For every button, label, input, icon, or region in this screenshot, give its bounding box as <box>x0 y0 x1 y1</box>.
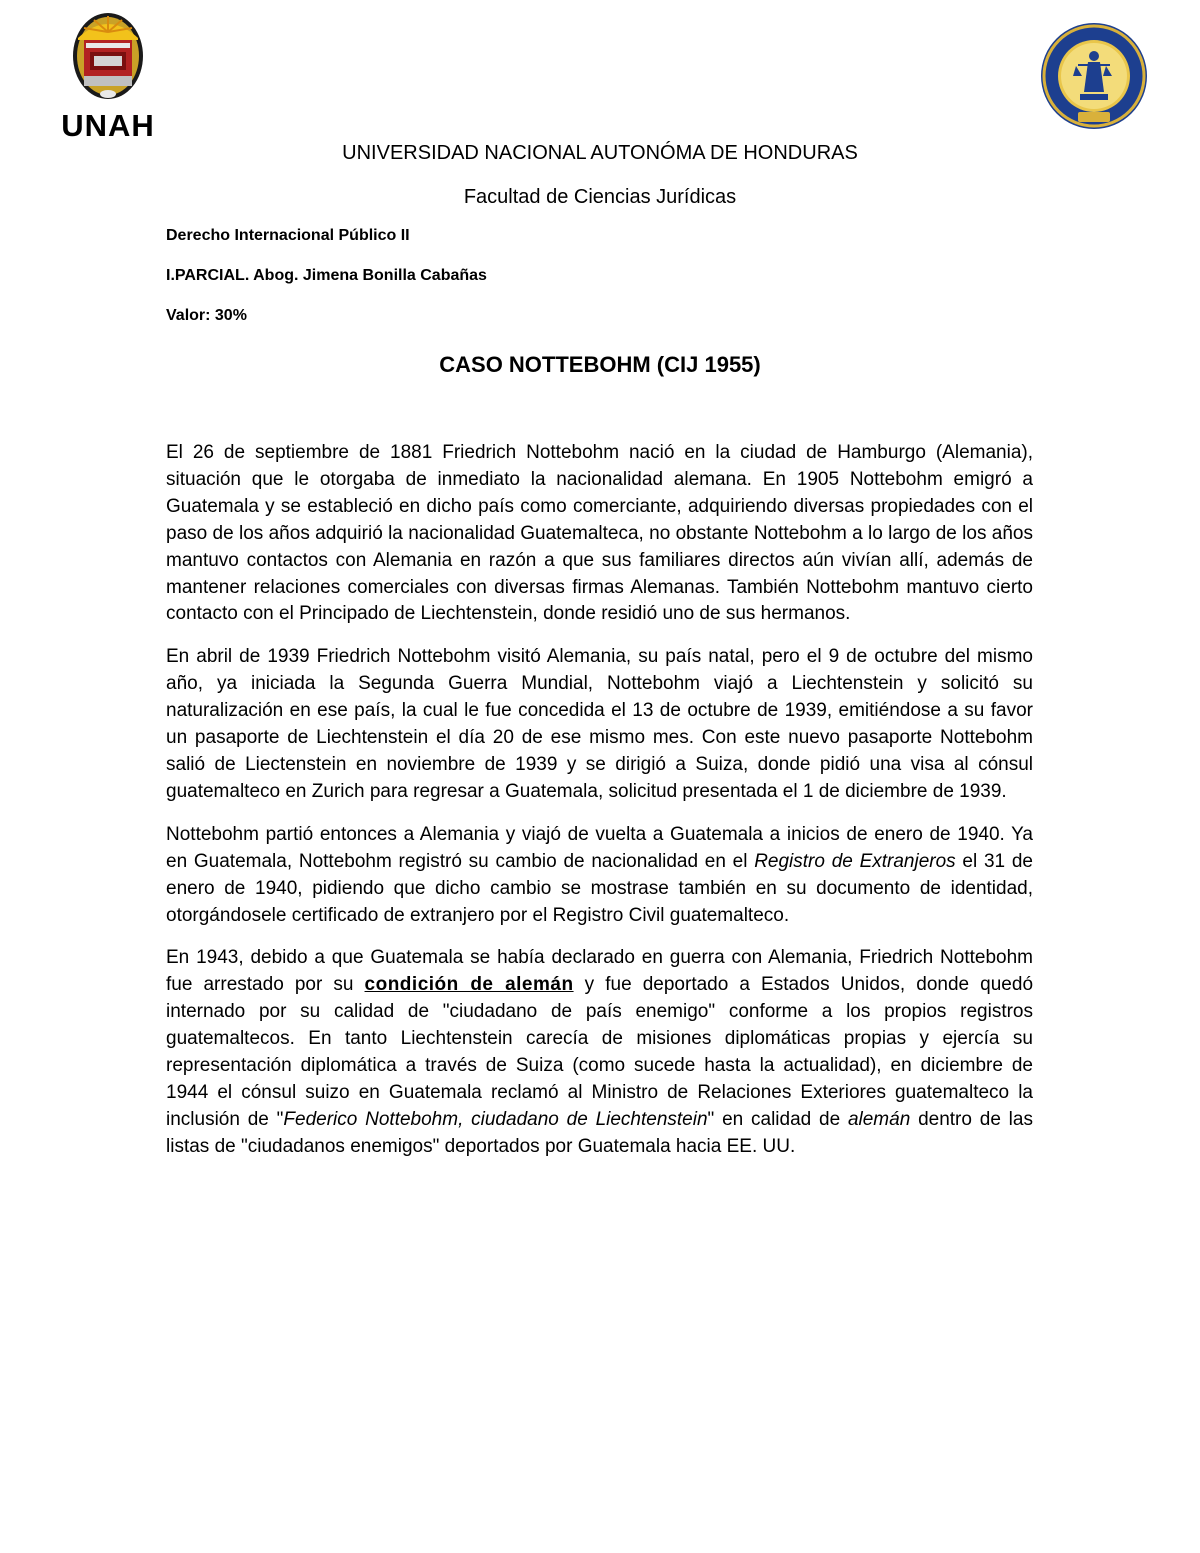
faculty-seal <box>1040 22 1148 135</box>
unah-logo-text: UNAH <box>61 108 155 143</box>
faculty-name: Facultad de Ciencias Jurídicas <box>463 186 737 208</box>
paragraph-4-text-cont: y fue deportado a Estados Unidos, donde quedó internado por su calidad de "ciudadano de país enemigo" conforme a los propios registros guatemaltecos. En tanto Liechtenstein carecía de misiones diplomáticas propias y ejercía su representación diplomática a través de Suiza (como sucede hasta la actualidad), en diciembre de 1944 el cónsul suizo en Guatemala reclamó al Ministro de Relaciones Exteriores guatemalteco la inclusión de " <box>166 974 1034 1130</box>
paragraph-2: En abril de 1939 Friedrich Nottebohm visitó Alemania, su país natal, pero el 9 de octubre del mismo año, ya iniciada la Segunda Guerra Mundial, Nottebohm viajó a Liechtenstein y solicitó su naturalización en ese país, la cual le fue concedida el 13 de octubre de 1939, emitiéndose a su favor un pasaporte de Liechtenstein el día 20 de ese mismo mes. Con este nuevo pasaporte Nottebohm salió de Liectenstein en noviembre de 1939 y se dirigió a Suiza, donde pidió una visa al cónsul guatemalteco en Zurich para regresar a Guatemala, solicitud presentada el 1 de diciembre de 1939. <box>166 646 1033 802</box>
course-name: Derecho Internacional Público II <box>166 227 410 244</box>
unah-logo <box>56 10 160 142</box>
seal-icon <box>1040 22 1148 130</box>
paragraph-3-text-cont: el 31 de enero de 1940, pidiendo que dicho cambio se mostrase también en su documento de identidad, otorgándosele certificado de extranjero por el Registro Civil guatemalteco. <box>166 850 1033 926</box>
paragraph-4-text-end: dentro de las listas de "ciudadanos enemigos" deportados por Guatemala hacia EE. UU. <box>166 1108 1033 1157</box>
condicion-aleman-emphasis: condición de alemán <box>364 974 574 996</box>
university-crest-icon <box>70 10 146 102</box>
document-header <box>166 138 1034 380</box>
exam-value: Valor: 30% <box>166 307 247 324</box>
paragraph-3-text: Nottebohm partió entonces a Alemania y viajó de vuelta a Guatemala a inicios de enero de 1940. Ya en Guatemala, Nottebohm registró su cambio de nacionalidad en el <box>166 823 1033 872</box>
paragraph-4-text: En 1943, debido a que Guatemala se había declarado en guerra con Alemania, Friedrich Nottebohm fue arrestado por su <box>166 947 1033 996</box>
registro-extranjeros-italic: Registro de Extranjeros <box>754 850 956 872</box>
federico-quote-italic: Federico Nottebohm, ciudadano de Liechtenstein <box>283 1108 708 1130</box>
document-body <box>166 440 1033 1177</box>
exam-info: I.PARCIAL. Abog. Jimena Bonilla Cabañas <box>166 267 487 284</box>
university-name: UNIVERSIDAD NACIONAL AUTONÓMA DE HONDURAS <box>342 142 858 164</box>
paragraph-1: El 26 de septiembre de 1881 Friedrich Nottebohm nació en la ciudad de Hamburgo (Alemania), situación que le otorgaba de inmediato la nacionalidad alemana. En 1905 Nottebohm emigró a Guatemala y se estableció en dicho país como comerciante, adquiriendo diversas propiedades con el paso de los años adquirió la nacionalidad Guatemalteca, no obstante Nottebohm a lo largo de los años mantuvo contactos con Alemania en razón a que sus familiares directos aún vivían allí, además de mantener relaciones comerciales con diversas firmas Alemanas. También Nottebohm mantuvo cierto contacto con el Principado de Liechtenstein, donde residió uno de sus hermanos. <box>166 442 1033 625</box>
aleman-italic: alemán <box>847 1108 911 1130</box>
paragraph-4 <box>166 945 1033 1160</box>
paragraph-4-text-cont2: " en calidad de <box>707 1108 848 1130</box>
paragraph-3 <box>166 822 1033 930</box>
case-title: CASO NOTTEBOHM (CIJ 1955) <box>439 352 761 377</box>
